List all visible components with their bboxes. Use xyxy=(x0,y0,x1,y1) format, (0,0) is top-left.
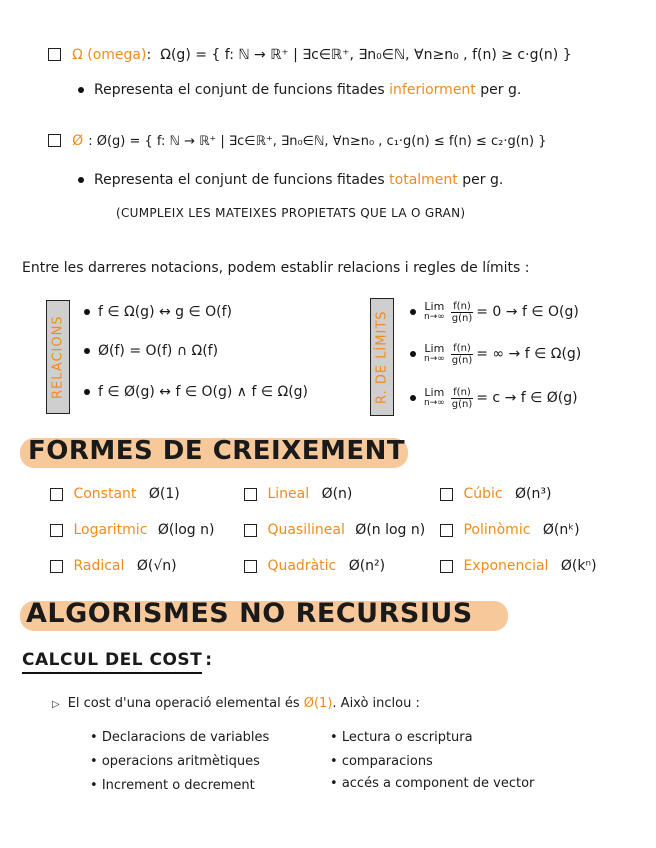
ratio-fraction: $\frac{f(n)}{g(n)}$ xyxy=(451,386,473,410)
growth-item: Quasilineal Ø(n log n) xyxy=(244,522,425,538)
omega-name: Ω (omega) xyxy=(72,47,147,63)
growth-checkbox[interactable] xyxy=(440,488,453,501)
list-item: • Lectura o escriptura xyxy=(330,730,473,745)
bullet xyxy=(84,348,90,354)
growth-item: Constant Ø(1) xyxy=(50,486,180,502)
growth-checkbox[interactable] xyxy=(440,524,453,537)
list-item: • Increment o decrement xyxy=(90,778,255,793)
growth-item: Cúbic Ø(n³) xyxy=(440,486,551,502)
bullet xyxy=(78,87,84,93)
growth-item: Radical Ø(√n) xyxy=(50,558,177,574)
growth-checkbox[interactable] xyxy=(244,524,257,537)
bullet xyxy=(84,389,90,395)
growth-item: Quadràtic Ø(n²) xyxy=(244,558,385,574)
growth-item: Logaritmic Ø(log n) xyxy=(50,522,214,538)
cost-statement: ▷ El cost d'una operació elemental és Ø(1). Això inclou : xyxy=(52,696,420,711)
limit-rule: Lim n→∞ $\frac{f(n)}{g(n)}$ = ∞ → f ∈ Ω(g) xyxy=(410,340,581,368)
bullet xyxy=(410,309,416,315)
relacions-label: RELACIONS xyxy=(46,300,70,414)
lim-operator: Lim n→∞ xyxy=(424,300,445,322)
growth-checkbox[interactable] xyxy=(440,560,453,573)
omega-row: Ω (omega): Ω(g) = { f: ℕ → ℝ⁺ | ∃c∈ℝ⁺, ∃n₀∈ℕ, ∀n≥n₀ , f(n) ≥ c·g(n) } xyxy=(48,44,648,68)
growth-checkbox[interactable] xyxy=(50,524,63,537)
ratio-fraction: $\frac{f(n)}{g(n)}$ xyxy=(451,300,473,324)
triangle-icon: ▷ xyxy=(52,699,60,710)
formes-title: FORMES DE CREIXEMENT xyxy=(28,436,406,466)
omega-definition: Ω(g) = { f: ℕ → ℝ⁺ | ∃c∈ℝ⁺, ∃n₀∈ℕ, ∀n≥n₀ , f(n) ≥ c·g(n) } xyxy=(160,47,572,63)
limit-rule: Lim n→∞ $\frac{f(n)}{g(n)}$ = 0 → f ∈ O(g) xyxy=(410,298,579,326)
list-item: • accés a component de vector xyxy=(330,776,535,791)
bullet xyxy=(84,309,90,315)
algorismes-title: ALGORISMES NO RECURSIUS xyxy=(26,598,473,629)
list-item: • comparacions xyxy=(330,754,433,769)
growth-item: Exponencial Ø(kⁿ) xyxy=(440,558,597,574)
omega-description: Representa el conjunt de funcions fitades inferiorment per g. xyxy=(78,82,521,98)
relations-intro: Entre les darreres notacions, podem establir relacions i regles de límits : xyxy=(22,260,530,276)
list-item: • Declaracions de variables xyxy=(90,730,270,745)
relacions-item: Ø(f) = O(f) ∩ Ω(f) xyxy=(84,343,218,359)
growth-item: Lineal Ø(n) xyxy=(244,486,352,502)
theta-note: (CUMPLEIX LES MATEIXES PROPIETATS QUE LA O GRAN) xyxy=(116,206,466,220)
theta-description: Representa el conjunt de funcions fitades totalment per g. xyxy=(78,172,503,188)
limits-label: R. DE LÍMITS xyxy=(370,298,394,416)
growth-checkbox[interactable] xyxy=(50,488,63,501)
calcul-subtitle: CALCUL DEL COST xyxy=(22,650,202,674)
growth-checkbox[interactable] xyxy=(244,488,257,501)
theta-definition: : Ø(g) = { f: ℕ → ℝ⁺ | ∃c∈ℝ⁺, ∃n₀∈ℕ, ∀n≥n₀ , c₁·g(n) ≤ f(n) ≤ c₂·g(n) } xyxy=(88,134,547,149)
omega-checkbox[interactable] xyxy=(48,48,61,61)
limit-rule: Lim n→∞ $\frac{f(n)}{g(n)}$ = c → f ∈ Ø(g) xyxy=(410,384,578,412)
bullet xyxy=(410,351,416,357)
theta-row xyxy=(48,130,653,154)
theta-name: Ø xyxy=(72,133,84,149)
lim-operator: Lim n→∞ xyxy=(424,386,445,408)
list-item: • operacions aritmètiques xyxy=(90,754,260,769)
relacions-item: f ∈ Ø(g) ↔ f ∈ O(g) ∧ f ∈ Ω(g) xyxy=(84,384,308,400)
growth-checkbox[interactable] xyxy=(244,560,257,573)
bullet xyxy=(78,177,84,183)
lim-operator: Lim n→∞ xyxy=(424,342,445,364)
relacions-item: f ∈ Ω(g) ↔ g ∈ O(f) xyxy=(84,304,232,320)
calcul-subtitle-row: CALCUL DEL COST : xyxy=(22,650,212,670)
growth-checkbox[interactable] xyxy=(50,560,63,573)
bullet xyxy=(410,395,416,401)
growth-item: Polinòmic Ø(nᵏ) xyxy=(440,522,580,538)
theta-checkbox[interactable] xyxy=(48,134,61,147)
ratio-fraction: $\frac{f(n)}{g(n)}$ xyxy=(451,342,473,366)
